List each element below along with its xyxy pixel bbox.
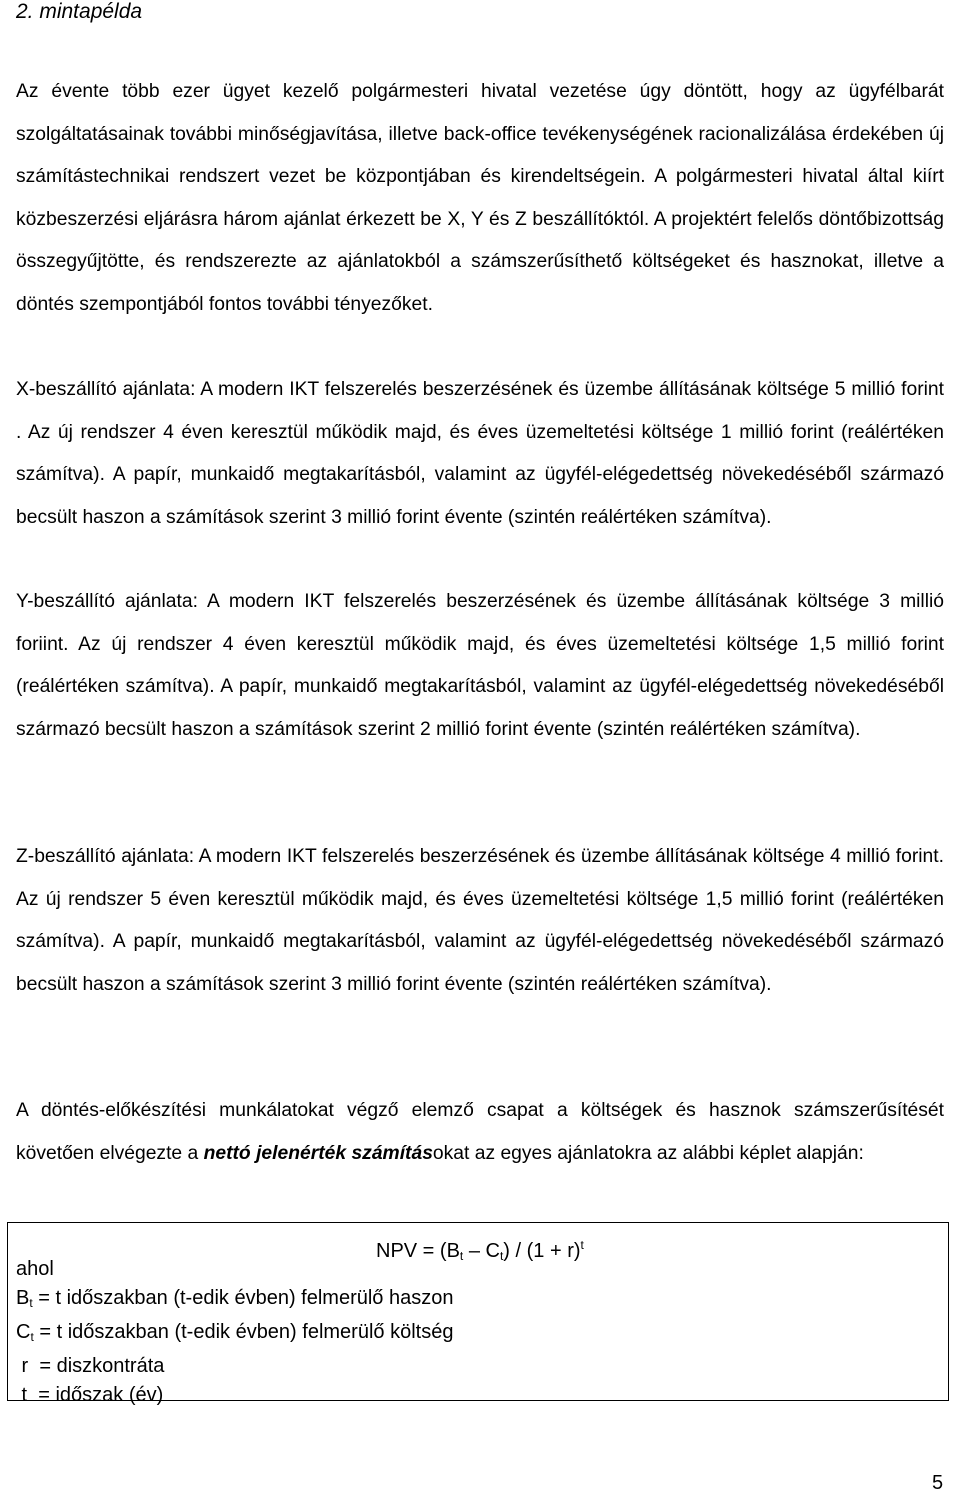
formula-mid: – C: [463, 1240, 500, 1262]
def-b-symbol: B: [16, 1287, 30, 1309]
formula-box: [7, 1222, 949, 1406]
analysis-text-after: okat az egyes ajánlatokra az alábbi képlet alapján:: [432, 1142, 864, 1164]
def-c: [16, 1318, 453, 1352]
def-r: r = diszkontráta: [16, 1355, 165, 1377]
analysis-text-before: A döntés-előkészítési munkálatokat végző elemző csapat a költségek és hasznok számszerűsítését követően elvégezte a: [16, 1100, 944, 1164]
analysis-emphasis: nettó jelenérték számítás: [203, 1142, 433, 1164]
formula-lhs: NPV = (B: [376, 1240, 460, 1262]
def-c-text: = t időszakban (t-edik évben) felmerülő költség: [33, 1321, 454, 1343]
analysis-paragraph: [16, 1090, 944, 1175]
formula-definitions: [16, 1255, 453, 1410]
def-b-sub: t: [29, 1296, 33, 1310]
formula-rest: ) / (1 + r): [503, 1240, 581, 1262]
def-b-text: = t időszakban (t-edik évben) felmerülő haszon: [32, 1287, 454, 1309]
example-heading: 2. mintapélda: [16, 0, 143, 23]
def-t: t = időszak (év): [16, 1384, 164, 1406]
def-c-symbol: C: [16, 1321, 31, 1343]
ahol-label: ahol: [16, 1258, 54, 1280]
offer-z-paragraph: Z-beszállító ajánlata: A modern IKT felszerelés beszerzésének és üzembe állításának költsége 4 millió forint. Az új rendszer 5 éven keresztül működik majd, és éves üzemeltetési költsége 1,5 millió forint (reálértéken számítva). A papír, munkaidő megtakarításból, valamint az ügyfél-elégedettség növekedéséből származó becsült haszon a számítások szerint 3 millió forint évente (szintén reálértéken számítva).: [16, 846, 944, 995]
offer-y-paragraph: Y-beszállító ajánlata: A modern IKT felszerelés beszerzésének és üzembe állításának költsége 3 millió foriint. Az új rendszer 4 éven keresztül működik majd, és éves üzemeltetési költsége 1,5 millió forint (reálértéken számítva). A papír, munkaidő megtakarításból, valamint az ügyfél-elégedettség növekedéséből származó becsült haszon a számítások szerint 2 millió forint évente (szintén reálértéken számítva).: [16, 591, 944, 740]
page-number: 5: [932, 1472, 944, 1494]
formula-sub-b: t: [459, 1249, 464, 1263]
formula-sub-c: t: [499, 1249, 504, 1263]
intro-paragraph: Az évente több ezer ügyet kezelő polgármesteri hivatal vezetése úgy döntött, hogy az ügyfélbarát szolgáltatásainak további minőségjavítása, illetve back-office tevékenységének racionalizálása érdekében új számítástechnikai rendszert vezet be központjában és kirendeltségein. A polgármesteri hivatal által kiírt közbeszerzési eljárásra három ajánlat érkezett be X, Y és Z beszállítóktól. A projektért felelős döntőbizottság összegyűjtötte, és rendszerezte az ajánlatokból a számszerűsíthető költségeket és hasznokat, illetve a döntés szempontjából fontos további tényezőket.: [16, 81, 944, 315]
formula-sup-t: t: [580, 1238, 584, 1252]
def-c-sub: t: [30, 1330, 34, 1344]
def-b: [16, 1284, 453, 1318]
offer-x-paragraph: X-beszállító ajánlata: A modern IKT felszerelés beszerzésének és üzembe állításának költsége 5 millió forint . Az új rendszer 4 éven keresztül működik majd, és éves üzemeltetési költsége 1 millió forint (reálértéken számítva). A papír, munkaidő megtakarításból, valamint az ügyfél-elégedettség növekedéséből származó becsült haszon a számítások szerint 3 millió forint évente (szintén reálértéken számítva).: [16, 379, 944, 528]
